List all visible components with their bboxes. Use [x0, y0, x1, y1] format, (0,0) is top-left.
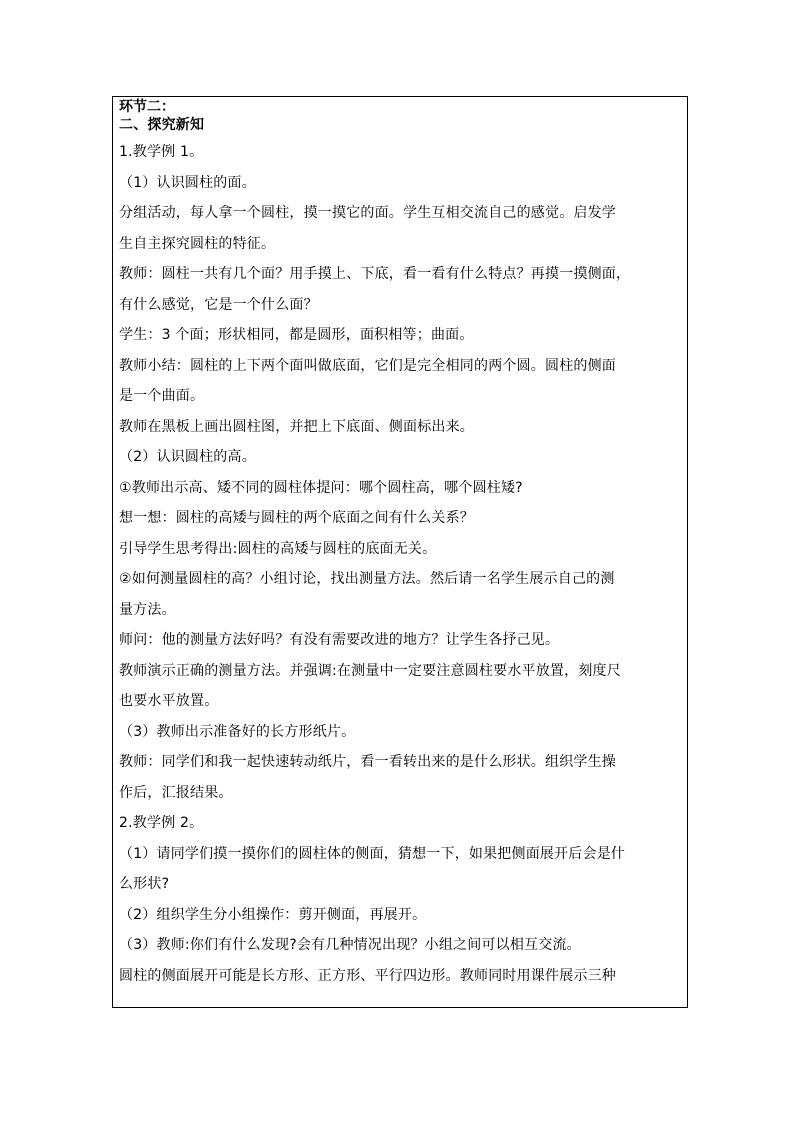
text-line: （3）教师出示准备好的长方形纸片。 — [119, 723, 356, 740]
text-line: （2）认识圆柱的高。 — [119, 449, 256, 465]
text-line: 是一个曲面。 — [119, 388, 205, 404]
lesson-content — [119, 97, 685, 991]
text-line: （3）教师:你们有什么发现?会有几种情况出现？小组之间可以相互交流。 — [119, 937, 581, 953]
text-line: 生自主探究圆柱的特征。 — [119, 235, 276, 252]
text-line: 有什么感觉，它是一个什么面？ — [119, 296, 318, 313]
text-line: ②如何测量圆柱的高？小组讨论，找出测量方法。然后请一名学生展示自己的测 — [119, 571, 615, 587]
text-line: 圆柱的侧面展开可能是长方形、正方形、平行四边形。教师同时用课件展示三种 — [119, 967, 616, 984]
text-line: 引导学生思考得出:圆柱的高矮与圆柱的底面无关。 — [119, 540, 437, 557]
text-line: 教师小结：圆柱的上下两个面叫做底面，它们是完全相同的两个圆。圆柱的侧面 — [119, 357, 616, 374]
text-line: 学生：3 个面；形状相同，都是圆形，面积相等；曲面。 — [119, 327, 474, 343]
text-line: 量方法。 — [119, 601, 176, 618]
text-line: 教师：圆柱一共有几个面？用手摸上、下底，看一看有什么特点？再摸一摸侧面， — [119, 266, 631, 282]
text-line: （1）请同学们摸一摸你们的圆柱体的侧面，猜想一下，如果把侧面展开后会是什 — [119, 845, 626, 862]
text-line: 教师在黑板上画出圆柱图，并把上下底面、侧面标出来。 — [119, 418, 474, 435]
text-line: 1.教学例 1。 — [119, 144, 204, 160]
text-line: 分组活动，每人拿一个圆柱，摸一摸它的面。学生互相交流自己的感觉。启发学 — [119, 205, 616, 221]
section-title: 二、探究新知 — [119, 117, 205, 133]
text-line: （1）认识圆柱的面。 — [119, 174, 256, 191]
text-line: （2）组织学生分小组操作：剪开侧面，再展开。 — [119, 906, 427, 923]
lesson-table-cell — [112, 96, 688, 1008]
text-line: ①教师出示高、矮不同的圆柱体提问：哪个圆柱高，哪个圆柱矮? — [119, 479, 523, 496]
text-line: 作后，汇报结果。 — [119, 784, 233, 801]
section-label: 环节二： — [119, 99, 175, 115]
text-line: 想一想：圆柱的高矮与圆柱的两个底面之间有什么关系？ — [119, 510, 474, 526]
text-line: 么形状? — [119, 876, 170, 892]
text-line: 教师演示正确的测量方法。并强调:在测量中一定要注意圆柱要水平放置，刻度尺 — [119, 662, 621, 679]
text-line: 师问：他的测量方法好吗？有没有需要改进的地方？让学生各抒己见。 — [119, 632, 560, 648]
paragraph-lines — [119, 137, 685, 991]
text-line: 2.教学例 2。 — [119, 815, 204, 831]
text-line: 教师：同学们和我一起快速转动纸片，看一看转出来的是什么形状。组织学生操 — [119, 754, 616, 770]
text-line: 也要水平放置。 — [119, 693, 219, 709]
